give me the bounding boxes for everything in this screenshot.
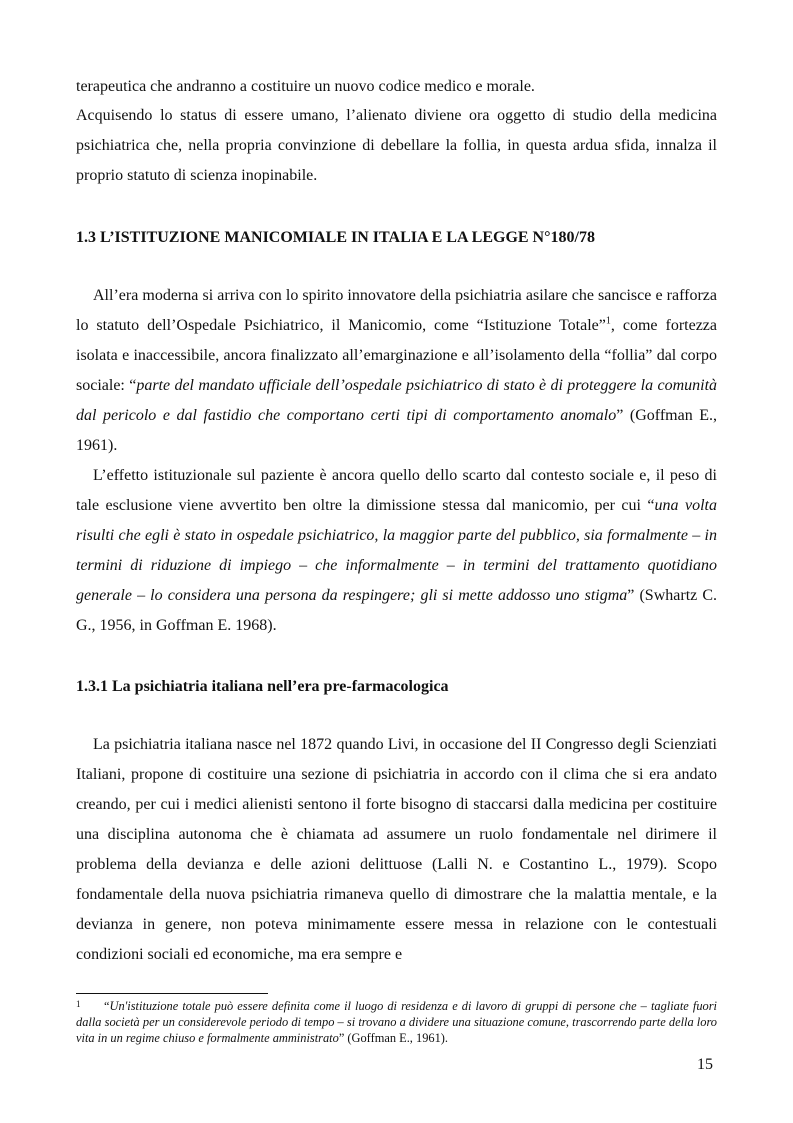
subsection-paragraph: La psichiatria italiana nasce nel 1872 quando Livi, in occasione del II Congresso degli Scienziati Italiani, propone di costituire una sezione di psichiatria in accordo con il clima che si era andato creando, per cui i medici alienisti sentono il forte bisogno di staccarsi dalla medicina per costituire una disciplina autonoma che è chiamata ad assumere un ruolo fondamentale nel dirimere il problema della devianza e delle azioni delittuose (Lalli N. e Costantino L., 1979). Scopo fondamentale della nuova psichiatria rimaneva quello di dimostrare che la malattia mentale, e la devianza in genere, non poteva minimamente essere messa in relazione con le contestuali condizioni sociali ed economiche, ma era sempre e (76, 736, 717, 963)
goffman-quote: parte del mandato ufficiale dell’ospedale psichiatrico di stato è di proteggere la comunità dal pericolo e dal fastidio che comportano certi tipi di comportamento anomalo (76, 377, 718, 424)
section-paragraph-1 (76, 281, 717, 461)
footnote-body (76, 998, 717, 1046)
footnote-tail: ” (Goffman E., 1961). (338, 1031, 449, 1045)
intro-paragraph-1: terapeutica che andranno a costituire un nuovo codice medico e morale. (76, 78, 535, 95)
footnote (76, 998, 717, 1046)
footnote-divider (76, 993, 268, 994)
page-number: 15 (697, 1056, 713, 1073)
section-paragraph-1-text-a: All’era moderna si arriva con lo spirito innovatore della psichiatria asilare che sancisce e rafforza lo statuto dell’Ospedale Psichiatrico, il Manicomio, come “Istituzione Totale” (76, 287, 717, 334)
section-paragraph-2-text-b: ” (Swhartz C. G., 1956, in Goffman E. 1968). (76, 587, 718, 634)
subsection-heading: 1.3.1 La psichiatria italiana nell’era pre-farmacologica (76, 678, 449, 695)
section-heading: 1.3 L’ISTITUZIONE MANICOMIALE IN ITALIA E LA LEGGE N°180/78 (76, 229, 595, 246)
footnote-quote: Un'istituzione totale può essere definita come il luogo di residenza e di lavoro di gruppi di persone che – tagliate fuori dalla società per un considerevole periodo di tempo – si trovano a dividere una situazione comune, trascorrendo parte della loro vita in un regime chiuso e formalmente amministrato (76, 999, 717, 1045)
section-paragraph-1-text-b: , come fortezza isolata e inaccessibile, ancora finalizzato all’emarginazione e all’isolamento della “follia” dal corpo sociale: “ (76, 317, 717, 394)
footnote-open-quote: “ (104, 999, 110, 1013)
section-paragraph-2 (76, 461, 717, 641)
section-paragraph-2-text-a: L’effetto istituzionale sul paziente è ancora quello dello scarto dal contesto sociale e, il peso di tale esclusione viene avvertito ben oltre la dimissione stessa dal manicomio, per cui “ (76, 467, 717, 514)
swhartz-quote: una volta risulti che egli è stato in ospedale psichiatrico, la maggior parte del pubblico, sia formalmente – in termini di riduzione di impiego – che informalmente – in termini del trattamento quotidiano generale – lo considera una persona da respingere; gli si mette addosso uno stigma (76, 497, 718, 604)
footnote-reference[interactable]: 1 (605, 315, 611, 327)
footnote-number: 1 (76, 999, 81, 1009)
section-paragraph-1-text-c: ” (Goffman E., 1961). (76, 407, 718, 454)
intro-paragraph-2: Acquisendo lo status di essere umano, l’alienato diviene ora oggetto di studio della medicina psichiatrica che, nella propria convinzione di debellare la follia, in questa ardua sfida, innalza il proprio statuto di scienza inopinabile. (76, 107, 717, 184)
